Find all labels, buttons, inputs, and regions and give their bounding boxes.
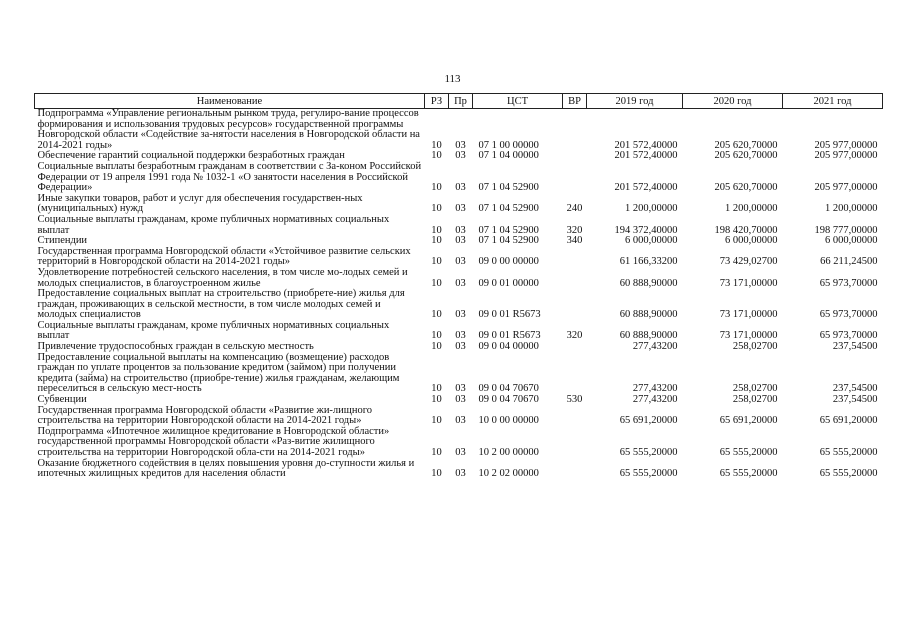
row-2019: 277,43200: [632, 394, 678, 406]
row-rz: 10: [431, 394, 442, 406]
row-name: Предоставление социальной выплаты на компенсацию (возмещение) расходов граждан по уплате процентов за пользование кредитом (займом) при получении кредита (займа) на строительство (приобре-тение) жилья гражданам, желающим переселиться в сельскую мест-ность: [37, 351, 400, 395]
table-row: [35, 109, 883, 152]
row-2020: 65 555,20000: [719, 447, 778, 458]
row-2020: 6 000,00000: [725, 235, 778, 247]
row-name: Социальные выплаты гражданам, кроме публичных нормативных социальных выплат: [37, 319, 390, 342]
row-2020: 258,02700: [732, 383, 778, 395]
row-pr: 03: [455, 447, 466, 458]
header-cst: ЦСТ: [473, 94, 563, 109]
row-rz: 10: [431, 309, 442, 321]
row-2019: 1 200,00000: [625, 203, 678, 215]
row-2019: 65 555,20000: [619, 447, 678, 458]
row-2021: 237,54500: [832, 394, 878, 406]
row-2019: 60 888,90000: [619, 277, 678, 289]
row-rz: 10: [431, 341, 442, 353]
row-pr: 03: [455, 256, 466, 268]
header-2019: 2019 год: [587, 94, 683, 109]
row-pr: 03: [455, 468, 466, 480]
row-2019: 277,43200: [632, 341, 678, 353]
row-cst: 09 0 01 R5673: [478, 330, 541, 342]
row-2019: 60 888,90000: [619, 330, 678, 342]
row-2021: 198 777,00000: [814, 224, 878, 236]
row-2021: 237,54500: [832, 383, 878, 395]
row-name: Обеспечение гарантий социальной поддержки безработных граждан: [37, 150, 345, 162]
row-vr: [563, 247, 587, 268]
row-name: Государственная программа Новгородской области «Устойчивое развитие сельских территорий в Новгородской области на 2014-2021 годы»: [37, 245, 411, 268]
row-rz: 10: [431, 182, 442, 194]
page-number: 113: [444, 73, 461, 85]
row-2021: 205 977,00000: [814, 182, 878, 194]
row-2021: 205 977,00000: [814, 150, 878, 162]
row-vr: [563, 353, 587, 395]
row-2021: 6 000,00000: [825, 235, 878, 247]
row-pr: 03: [455, 150, 466, 162]
row-pr: 03: [455, 182, 466, 194]
row-2021: 66 211,24500: [820, 256, 878, 268]
row-2021: 1 200,00000: [825, 203, 878, 215]
row-pr: 03: [455, 203, 466, 215]
row-2019: 201 572,40000: [614, 139, 678, 151]
table-row: [35, 215, 883, 236]
table-row: [35, 406, 883, 427]
header-2020: 2020 год: [683, 94, 783, 109]
table-row: [35, 321, 883, 342]
row-pr: 03: [455, 330, 466, 342]
row-rz: 10: [431, 277, 442, 289]
table-row: [35, 427, 883, 459]
row-cst: 07 1 04 52900: [478, 224, 539, 236]
row-2021: 65 691,20000: [819, 415, 878, 427]
row-cst: 07 1 04 52900: [478, 182, 539, 194]
row-2020: 73 171,00000: [719, 277, 778, 289]
row-vr: [563, 268, 587, 289]
row-rz: 10: [431, 415, 442, 427]
row-name: Субвенции: [37, 394, 87, 406]
table-header-row: [35, 94, 883, 109]
row-name: Подпрограмма «Управление региональным рынком труда, регулиро-вание процессов формирования и использования трудовых ресурсов» государственной программы Новгородской области «Содействие за-нятости населения в Новгородской области на 2014-2021 годы»: [37, 108, 420, 151]
row-2019: 6 000,00000: [625, 235, 678, 247]
header-2021: 2021 год: [783, 94, 883, 109]
row-vr: [563, 406, 587, 427]
row-2021: 65 973,70000: [819, 277, 878, 289]
header-name: Наименование: [35, 94, 425, 109]
table-row: [35, 162, 883, 194]
row-rz: 10: [431, 139, 442, 151]
table-row: [35, 194, 883, 215]
row-name: Предоставление социальных выплат на строительство (приобрете-ние) жилья для граждан, проживающих в сельской местности, в том числе молодых семей и молодых специалистов: [37, 288, 405, 321]
row-rz: 10: [431, 330, 442, 342]
table-row: [35, 268, 883, 289]
row-2019: 60 888,90000: [619, 309, 678, 321]
row-cst: 07 1 04 52900: [478, 235, 539, 247]
row-cst: 10 2 00 00000: [478, 447, 539, 458]
row-2020: 73 171,00000: [719, 330, 778, 342]
row-2021: 65 973,70000: [819, 309, 878, 321]
row-vr: 530: [566, 394, 583, 406]
table-row: [35, 289, 883, 321]
row-cst: 07 1 04 52900: [478, 203, 539, 215]
row-name: Удовлетворение потребностей сельского населения, в том числе мо-лодых семей и молодых специалистов, в благоустроенном жилье: [37, 266, 408, 289]
row-vr: [563, 151, 587, 162]
row-cst: 09 0 04 70670: [478, 383, 539, 395]
row-cst: 09 0 04 70670: [478, 394, 539, 406]
row-pr: 03: [455, 383, 466, 395]
row-pr: 03: [455, 277, 466, 289]
row-2021: 205 977,00000: [814, 139, 878, 151]
row-name: Иные закупки товаров, работ и услуг для обеспечения государствен-ных (муниципальных) нужд: [37, 192, 363, 215]
row-cst: 10 2 02 00000: [478, 468, 539, 480]
row-rz: 10: [431, 383, 442, 395]
row-2021: 65 555,20000: [819, 447, 878, 458]
row-cst: 09 0 01 00000: [478, 277, 539, 289]
row-name: Государственная программа Новгородской области «Развитие жи-лищного строительства на территории Новгородской области на 2014-2021 годы»: [37, 404, 373, 427]
row-2021: 65 555,20000: [819, 468, 878, 480]
row-2020: 198 420,70000: [714, 224, 778, 236]
row-2021: 237,54500: [832, 341, 878, 353]
row-rz: 10: [431, 256, 442, 268]
row-rz: 10: [431, 447, 442, 458]
row-rz: 10: [431, 203, 442, 215]
row-2020: 65 691,20000: [719, 415, 778, 427]
table-row: [35, 247, 883, 268]
row-2020: 65 555,20000: [719, 468, 778, 480]
row-2021: 65 973,70000: [819, 330, 878, 342]
row-cst: 09 0 00 00000: [478, 256, 539, 268]
table-row: [35, 459, 883, 480]
row-2019: 201 572,40000: [614, 150, 678, 162]
row-2019: 277,43200: [632, 383, 678, 395]
row-vr: [563, 162, 587, 194]
row-cst: 09 0 01 R5673: [478, 309, 541, 321]
table-body: [35, 109, 883, 480]
row-vr: [563, 427, 587, 459]
table-row: [35, 353, 883, 395]
row-2020: 205 620,70000: [714, 139, 778, 151]
row-2020: 205 620,70000: [714, 182, 778, 194]
budget-table: [34, 93, 883, 480]
row-pr: 03: [455, 394, 466, 406]
row-cst: 07 1 00 00000: [478, 139, 539, 151]
row-vr: [563, 342, 587, 353]
row-rz: 10: [431, 150, 442, 162]
row-pr: 03: [455, 139, 466, 151]
row-cst: 10 0 00 00000: [478, 415, 539, 427]
row-vr: 320: [566, 330, 583, 342]
row-2019: 61 166,33200: [619, 256, 678, 268]
header-pr: Пр: [449, 94, 473, 109]
row-pr: 03: [455, 224, 466, 236]
row-2020: 1 200,00000: [725, 203, 778, 215]
row-2019: 65 691,20000: [619, 415, 678, 427]
row-pr: 03: [455, 235, 466, 247]
row-name: Привлечение трудоспособных граждан в сельскую местность: [37, 341, 314, 353]
row-cst: 07 1 04 00000: [478, 150, 539, 162]
row-pr: 03: [455, 309, 466, 321]
row-name: Стипендии: [37, 235, 88, 247]
header-rz: РЗ: [425, 94, 449, 109]
row-rz: 10: [431, 224, 442, 236]
row-2020: 258,02700: [732, 394, 778, 406]
row-2020: 258,02700: [732, 341, 778, 353]
row-pr: 03: [455, 415, 466, 427]
row-name: Подпрограмма «Ипотечное жилищное кредитование в Новгородской области» государственной программы Новгородской области «Раз-витие жилищного строительства на территории Новгородской обла-сти на 2014-2021 годы»: [37, 425, 390, 458]
row-name: Социальные выплаты гражданам, кроме публичных нормативных социальных выплат: [37, 213, 390, 236]
row-vr: [563, 109, 587, 152]
row-2019: 201 572,40000: [614, 182, 678, 194]
row-name: Оказание бюджетного содействия в целях повышения уровня до-ступности жилья и ипотечных жилищных кредитов для населения области: [37, 457, 415, 480]
row-vr: 320: [566, 224, 583, 236]
row-vr: 340: [566, 235, 583, 247]
row-vr: [563, 459, 587, 480]
row-2020: 205 620,70000: [714, 150, 778, 162]
row-2020: 73 429,02700: [719, 256, 778, 268]
row-2019: 65 555,20000: [619, 468, 678, 480]
row-vr: 240: [566, 203, 583, 215]
row-2020: 73 171,00000: [719, 309, 778, 321]
row-rz: 10: [431, 235, 442, 247]
row-cst: 09 0 04 00000: [478, 341, 539, 353]
row-vr: [563, 289, 587, 321]
row-rz: 10: [431, 468, 442, 480]
row-pr: 03: [455, 341, 466, 353]
header-vr: ВР: [563, 94, 587, 109]
row-2019: 194 372,40000: [614, 224, 678, 236]
row-name: Социальные выплаты безработным гражданам в соответствии с За-коном Российской Федерации от 19 апреля 1991 года № 1032-1 «О занятости населения в Российской Федерации»: [37, 160, 422, 194]
